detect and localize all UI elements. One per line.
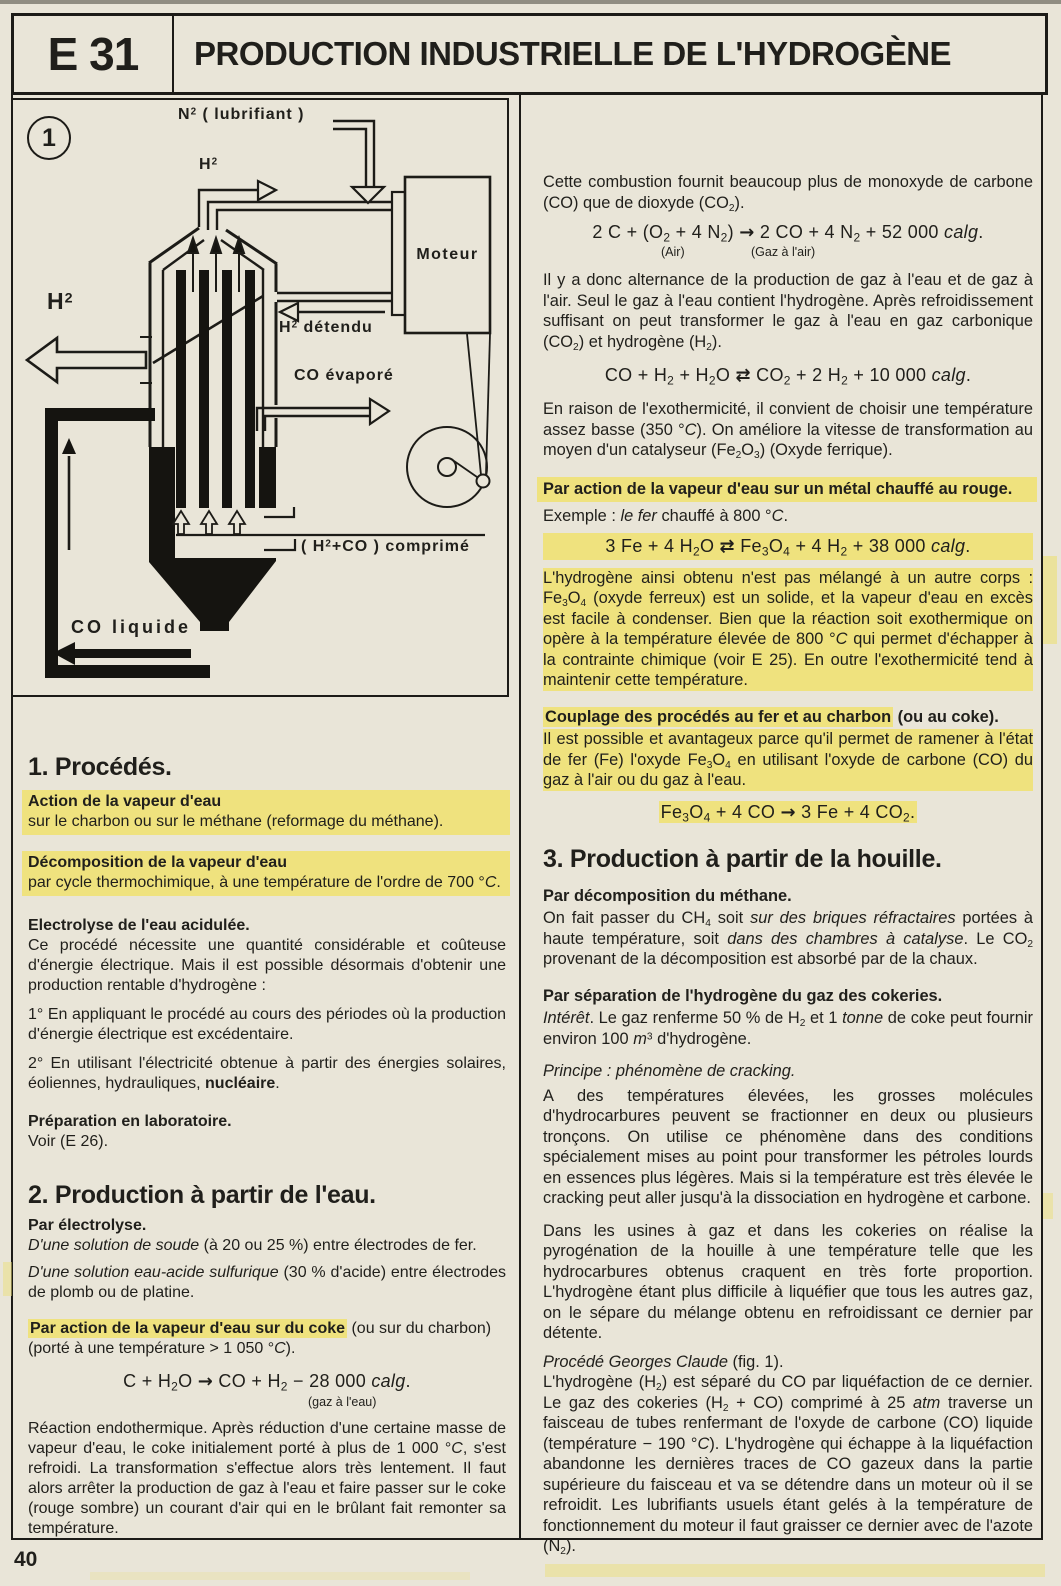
left-column bbox=[28, 752, 506, 1539]
section-3-title: 3. Production à partir de la houille. bbox=[543, 844, 942, 873]
page-title: PRODUCTION INDUSTRIELLE DE L'HYDROGÈNE bbox=[194, 35, 952, 72]
metal-chauffe-heading: Par action de la vapeur d'eau sur un métal chauffé au rouge. bbox=[537, 477, 1037, 503]
procede-claude-text: L'hydrogène $(H_2)$ est séparé du CO par liquéfaction de ce dernier. Le gaz des cokeries $(H_2 + CO)$ comprimé à 25 atm traverse un faisceau de tubes renfermant de l'oxyde de carbone (CO) liquide (température − 190 °C). L'hydrogène qui échappe à la liquéfaction abandonne les dernières traces de CO gazeux dans la partie supérieure du faisceau et va se détendre dans un moteur où il se refroidit. Les lubrifiants usuels étant gelés à la température de fonctionnement du moteur il faut graisser ce dernier avec de l'azote $(N_2)$. bbox=[543, 1373, 1033, 1558]
figure-number: 1 bbox=[27, 116, 71, 160]
electrolyse-heading: Electrolyse de l'eau acidulée. bbox=[28, 917, 250, 934]
highlighter-streak bbox=[545, 1564, 1045, 1577]
alternance-text: Il y a donc alternance de la production de gaz à l'eau et de gaz à l'air. Seul le gaz à l'eau contient l'hydrogène. Après refroidissement suffisant on peut transformer le gaz à l'eau en gaz carbonique $(CO_2)$ et hydrogène $(H_2)$. bbox=[543, 271, 1033, 353]
cracking-text: A des températures élevées, les grosses molécules d'hydrocarbures peuvent se fractionner en deux ou plusieurs tronçons. On utilise ce phénomène dans des conditions spécialement mises au point pour transformer les pétroles lourds en essences plus légères. Mais si la température est très élevée le cracking peut aller jusqu'à la dissociation en hydrogène et carbone. bbox=[543, 1086, 1033, 1207]
equation-air-sublabel: (Air) bbox=[661, 245, 685, 259]
page-code: E 31 bbox=[14, 16, 174, 92]
page-number: 40 bbox=[14, 1548, 38, 1571]
decomposition-methane-heading: Par décomposition du méthane. bbox=[543, 886, 792, 905]
action-vapeur-block bbox=[22, 790, 510, 835]
preparation-text: Voir (E 26). bbox=[28, 1133, 109, 1150]
highlighter-streak bbox=[1043, 556, 1057, 644]
equation-gaz-a-lair: 2 $C + (O_2 + 4$ $N_2) \to 2$ CO + 4 $N_2 + 52$ 000 calg. bbox=[592, 222, 984, 245]
reaction-endothermique-text: Réaction endothermique. Après réduction d'une certaine masse de vapeur d'eau, le coke initialement porté à plus de 1 000 °C, s'est refroidi. La transformation s'effectue alors très lentement. Il faut alors arrêter la production de gaz à l'eau et faire passer sur le coke (rouge sombre) un courant d'air qui en le brûlant fait remonter sa température. bbox=[28, 1420, 506, 1537]
vapeur-coke-rest: (ou sur du charbon) bbox=[347, 1320, 492, 1337]
solution-soude-text: D'une solution de soude (à 20 ou 25 %) entre électrodes de fer. bbox=[28, 1237, 477, 1254]
usines-gaz-text: Dans les usines à gaz et dans les cokeries on réalise la pyrogénation de la houille à une température telle que les hydrocarbures obtenus craquent en très forte proportion. L'hydrogène étant plus difficile à liquéfier que tous les autres gaz, on le sépare du mélange obtenu en refroidissant ce dernier par détente. bbox=[543, 1221, 1033, 1342]
label-co-liquide: CO liquide bbox=[71, 617, 191, 637]
couplage-text: Il est possible et avantageux parce qu'il permet de ramener à l'état de fer (Fe) l'oxyde $Fe_3O_4$ en utilisant l'oxyde de carbone (CO) du gaz à l'air ou du gaz à l'eau. bbox=[543, 730, 1034, 789]
equation-fer-vapeur: 3 Fe + 4 $H_2O$ ⇄ $Fe_3O_4 + 4$ $H_2 + 38$ 000 calg. bbox=[543, 533, 1033, 560]
equation-gaz-air-sublabel: (Gaz à l'air) bbox=[751, 245, 816, 259]
separation-cokeries-heading: Par séparation de l'hydrogène du gaz des cokeries. bbox=[543, 986, 943, 1005]
electrolyse-point-1: 1° En appliquant le procédé au cours des périodes où la production d'énergie électrique est excédentaire. bbox=[28, 1006, 506, 1043]
label-h2-co-comprime: ( $H^2+CO$ ) comprimé bbox=[301, 538, 470, 555]
equation-gaz-a-leau-sublabel: (gaz à l'eau) bbox=[308, 1395, 377, 1409]
couplage-heading bbox=[543, 707, 1033, 728]
equation-couplage bbox=[543, 799, 1033, 826]
highlighter-streak bbox=[3, 1262, 12, 1296]
highlighter-streak bbox=[1043, 1193, 1053, 1219]
solution-sulfurique-text: D'une solution eau-acide sulfurique (30 % d'acide) entre électrodes de plomb ou de platine. bbox=[28, 1264, 506, 1301]
vapeur-coke-heading bbox=[28, 1319, 506, 1339]
equation-couplage-highlight: $Fe_3O_4 + 4$ CO → 3 Fe + 4 $CO_2$. bbox=[660, 801, 916, 825]
preparation-heading: Préparation en laboratoire. bbox=[28, 1113, 232, 1130]
par-electrolyse-heading: Par électrolyse. bbox=[28, 1217, 147, 1234]
section-2-title: 2. Production à partir de l'eau. bbox=[28, 1181, 376, 1209]
equation-gaz-a-leau: $C + H_2O$ → CO + $H_2 - 28$ 000 calg. bbox=[123, 1371, 411, 1394]
right-column bbox=[543, 172, 1033, 1557]
procede-claude-heading: Procédé Georges Claude (fig. 1). bbox=[543, 1352, 784, 1371]
couplage-rest: (ou au coke). bbox=[893, 707, 999, 726]
figure-1 bbox=[11, 98, 509, 697]
hydrogene-obtenu-text: L'hydrogène ainsi obtenu n'est pas mélangé à un autre corps : $Fe_3O_4$ (oxyde ferreux) est un solide, et la vapeur d'eau en excès est facile à condenser. Bien que la réaction soit exothermique on opère à la température élevée de 800 °C qui permet d'échapper à la contrainte chimique (voir E 25). En outre l'exothermicité tend à maintenir cette température. bbox=[543, 568, 1034, 689]
label-h2-big: $H^2$ bbox=[47, 288, 74, 314]
label-h2-detendu: $H^2$ détendu bbox=[279, 319, 373, 336]
combustion-intro-text: Cette combustion fournit beaucoup plus de monoxyde de carbone (CO) que de dioxyde $(CO_2)$. bbox=[543, 173, 1033, 214]
equation-shift: CO + $H_2 + H_2O$ ⇄ $CO_2 + 2$ $H_2 + 10$ 000 calg. bbox=[604, 365, 972, 388]
interet-text: Intérêt. Le gaz renferme 50 % de $H_2$ et 1 tonne de coke peut fournir environ 100 $m^3$ d'hydrogène. bbox=[543, 1009, 1033, 1048]
principe-cracking-heading: Principe : phénomène de cracking. bbox=[543, 1062, 796, 1080]
action-vapeur-text: sur le charbon ou sur le méthane (reformage du méthane). bbox=[28, 813, 444, 830]
exemple-fer-text: Exemple : le fer chauffé à 800 °C. bbox=[543, 507, 788, 525]
decomposition-block bbox=[22, 851, 510, 896]
right-border bbox=[1041, 95, 1043, 1540]
highlighter-streak bbox=[90, 1572, 470, 1580]
decomposition-methane-text: On fait passer du $CH_4$ soit sur des briques réfractaires portées à haute température, soit dans des chambres à catalyse. Le $CO_2$ provenant de la décomposition est absorbé par de la chaux. bbox=[543, 909, 1034, 968]
page-header bbox=[11, 13, 1048, 95]
label-moteur: Moteur bbox=[416, 246, 479, 263]
column-divider bbox=[519, 95, 521, 1540]
equation-gaz-a-lair-block bbox=[543, 219, 1033, 264]
scan-edge bbox=[0, 0, 1061, 4]
decomposition-heading: Décomposition de la vapeur d'eau bbox=[28, 854, 287, 871]
action-vapeur-heading: Action de la vapeur d'eau bbox=[28, 793, 222, 810]
label-h2-top: $H^2$ bbox=[199, 156, 219, 173]
vapeur-coke-highlight: Par action de la vapeur d'eau sur du coke bbox=[30, 1320, 346, 1337]
section-1-title: 1. Procédés. bbox=[28, 753, 172, 781]
decomposition-text: par cycle thermochimique, à une température de l'ordre de 700 °C. bbox=[28, 874, 501, 891]
label-n2-lubrifiant: $N^2$ ( lubrifiant ) bbox=[178, 106, 305, 123]
electrolyse-point-2: 2° En utilisant l'électricité obtenue à partir des énergies solaires, éoliennes, hydrauliques, nucléaire. bbox=[28, 1055, 506, 1092]
electrolyse-text: Ce procédé nécessite une quantité considérable et coûteuse d'énergie électrique. Mais il est possible désormais d'obtenir une production rentable d'hydrogène : bbox=[28, 937, 506, 994]
label-co-evapore: CO évaporé bbox=[294, 367, 394, 384]
couplage-highlight: Couplage des procédés au fer et au charbon bbox=[545, 707, 892, 726]
exothermicite-text: En raison de l'exothermicité, il convient de choisir une température assez basse (350 °C). On améliore la vitesse de transformation au moyen d'un catalyseur $(Fe_2O_3)$ (Oxyde ferrique). bbox=[543, 400, 1034, 462]
vapeur-coke-temp: (porté à une température > 1 050 °C). bbox=[28, 1340, 296, 1357]
